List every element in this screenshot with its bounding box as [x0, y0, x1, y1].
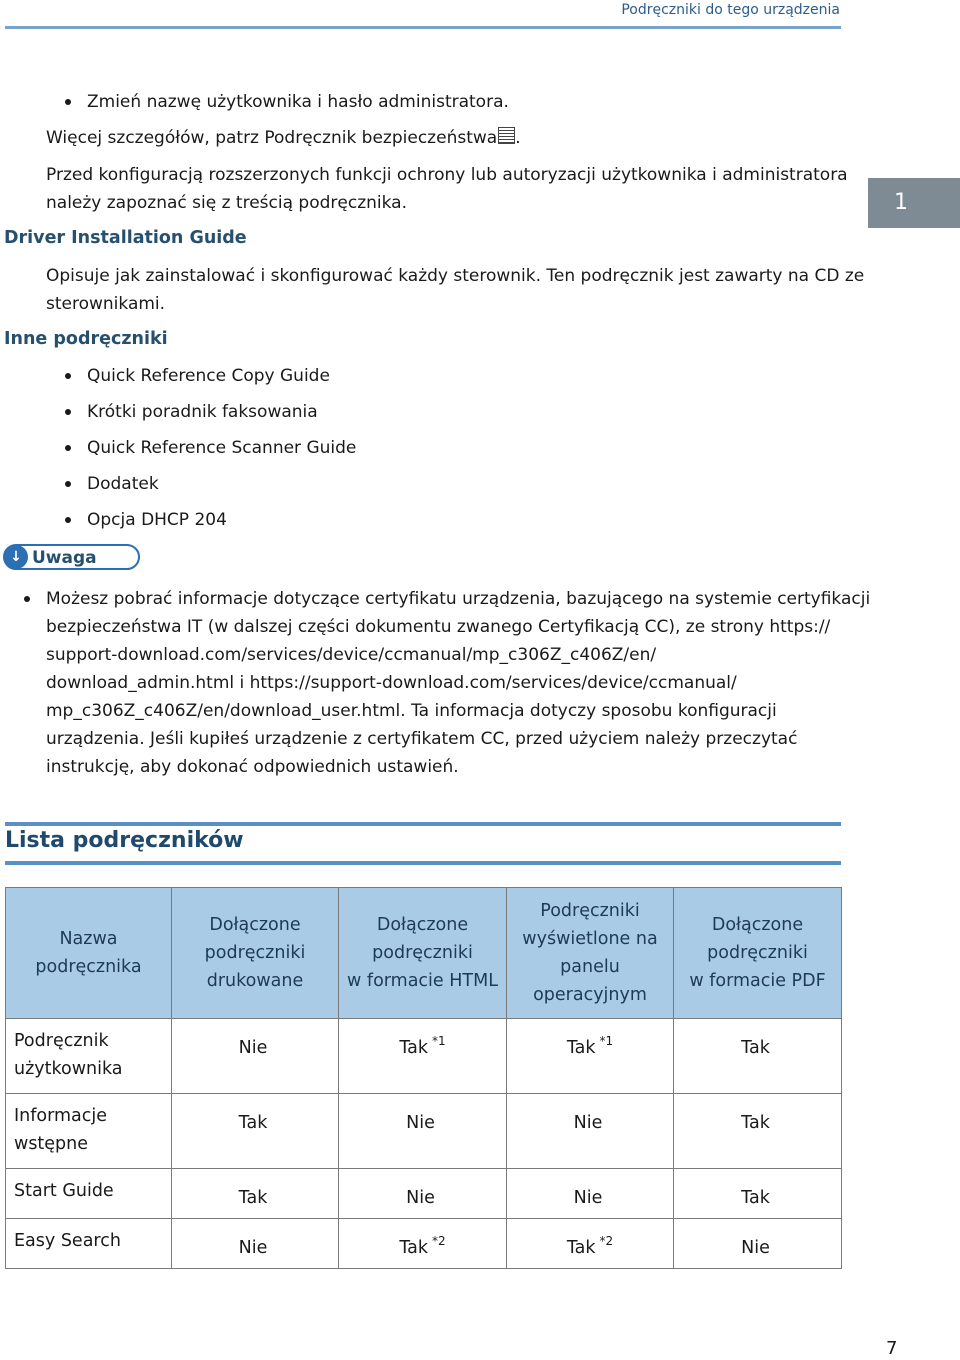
table-row	[6, 1094, 842, 1169]
table-cell: Tak $^{*2}$	[339, 1219, 507, 1269]
manuals-table	[5, 887, 842, 1269]
table-cell: Nie	[674, 1219, 842, 1269]
note-line: mp_c306Z_c406Z/en/download_user.html. Ta informacja dotyczy sposobu konfiguracji	[46, 701, 777, 721]
table-cell: Tak $^{*2}$	[507, 1219, 674, 1269]
security-bullet: Zmień nazwę użytkownika i hasło administratora.	[87, 88, 509, 116]
section-title: Lista podręczników	[5, 828, 244, 853]
other-manual-item: Quick Reference Scanner Guide	[87, 434, 356, 462]
table-row	[6, 1169, 842, 1219]
other-manual-item: Dodatek	[87, 470, 159, 498]
table-cell: Tak	[172, 1169, 339, 1219]
other-manual-item: Opcja DHCP 204	[87, 506, 227, 534]
arrow-down-icon: ↓	[4, 545, 28, 569]
section-bar-bottom	[5, 861, 841, 865]
table-cell: Nie	[507, 1094, 674, 1169]
running-header: Podręczniki do tego urządzenia	[621, 2, 840, 18]
header-cell: Dołączone podręczniki drukowane	[172, 888, 339, 1019]
book-icon	[498, 127, 515, 144]
other-manuals-heading: Inne podręczniki	[4, 329, 168, 349]
security-before-line-2: należy zapoznać się z treścią podręcznika.	[46, 193, 407, 213]
table-cell: Tak $^{*1}$	[339, 1019, 507, 1094]
header-cell: Podręczniki wyświetlone na panelu operacyjnym	[507, 888, 674, 1019]
table-row	[6, 1219, 842, 1269]
table-cell: Nie	[172, 1019, 339, 1094]
note-line: support-download.com/services/device/ccmanual/mp_c306Z_c406Z/en/	[46, 645, 657, 665]
note-line: urządzenia. Jeśli kupiłeś urządzenie z certyfikatem CC, przed użyciem należy przeczytać	[46, 729, 798, 749]
header-cell: Dołączone podręczniki w formacie PDF	[674, 888, 842, 1019]
table-row	[6, 1019, 842, 1094]
header-cell: Nazwa podręcznika	[6, 888, 172, 1019]
manual-name-cell: Informacje wstępne	[6, 1094, 172, 1169]
other-manual-item: Quick Reference Copy Guide	[87, 362, 330, 390]
note-badge	[3, 544, 140, 570]
header-cell: Dołączone podręczniki w formacie HTML	[339, 888, 507, 1019]
security-more-info	[46, 124, 521, 152]
table-cell: Nie	[339, 1094, 507, 1169]
manual-name-cell: Podręcznik użytkownika	[6, 1019, 172, 1094]
table-cell: Nie	[507, 1169, 674, 1219]
header-rule	[5, 26, 841, 29]
table-cell: Nie	[172, 1219, 339, 1269]
driver-desc-line-1: Opisuje jak zainstalować i skonfigurować każdy sterownik. Ten podręcznik jest zawarty na CD ze	[46, 266, 865, 286]
table-cell: Tak	[674, 1019, 842, 1094]
manual-name-cell: Easy Search	[6, 1219, 172, 1269]
security-before-line-1: Przed konfiguracją rozszerzonych funkcji ochrony lub autoryzacji użytkownika i administratora	[46, 165, 848, 185]
manual-name-cell: Start Guide	[6, 1169, 172, 1219]
note-line: Możesz pobrać informacje dotyczące certyfikatu urządzenia, bazującego na systemie certyfikacji	[46, 585, 870, 613]
other-manual-item: Krótki poradnik faksowania	[87, 398, 318, 426]
table-cell: Tak $^{*1}$	[507, 1019, 674, 1094]
note-line: bezpieczeństwa IT (w dalszej części dokumentu zwanego Certyfikacją CC), ze strony https://	[46, 617, 831, 637]
table-cell: Tak	[674, 1169, 842, 1219]
driver-heading: Driver Installation Guide	[4, 228, 247, 248]
table-cell: Tak	[674, 1094, 842, 1169]
more-info-text: Więcej szczegółów, patrz Podręcznik bezpieczeństwa	[46, 128, 498, 148]
table-cell: Tak	[172, 1094, 339, 1169]
page-number: 7	[886, 1338, 898, 1359]
chapter-tab: 1	[868, 178, 960, 228]
table-cell: Nie	[339, 1169, 507, 1219]
note-label: Uwaga	[32, 548, 97, 568]
note-line: instrukcję, aby dokonać odpowiednich ustawień.	[46, 757, 459, 777]
driver-desc-line-2: sterownikami.	[46, 294, 166, 314]
more-info-end: .	[515, 128, 521, 148]
table-header-row	[6, 888, 842, 1019]
section-bar-top	[5, 822, 841, 826]
note-line: download_admin.html i https://support-download.com/services/device/ccmanual/	[46, 673, 737, 693]
